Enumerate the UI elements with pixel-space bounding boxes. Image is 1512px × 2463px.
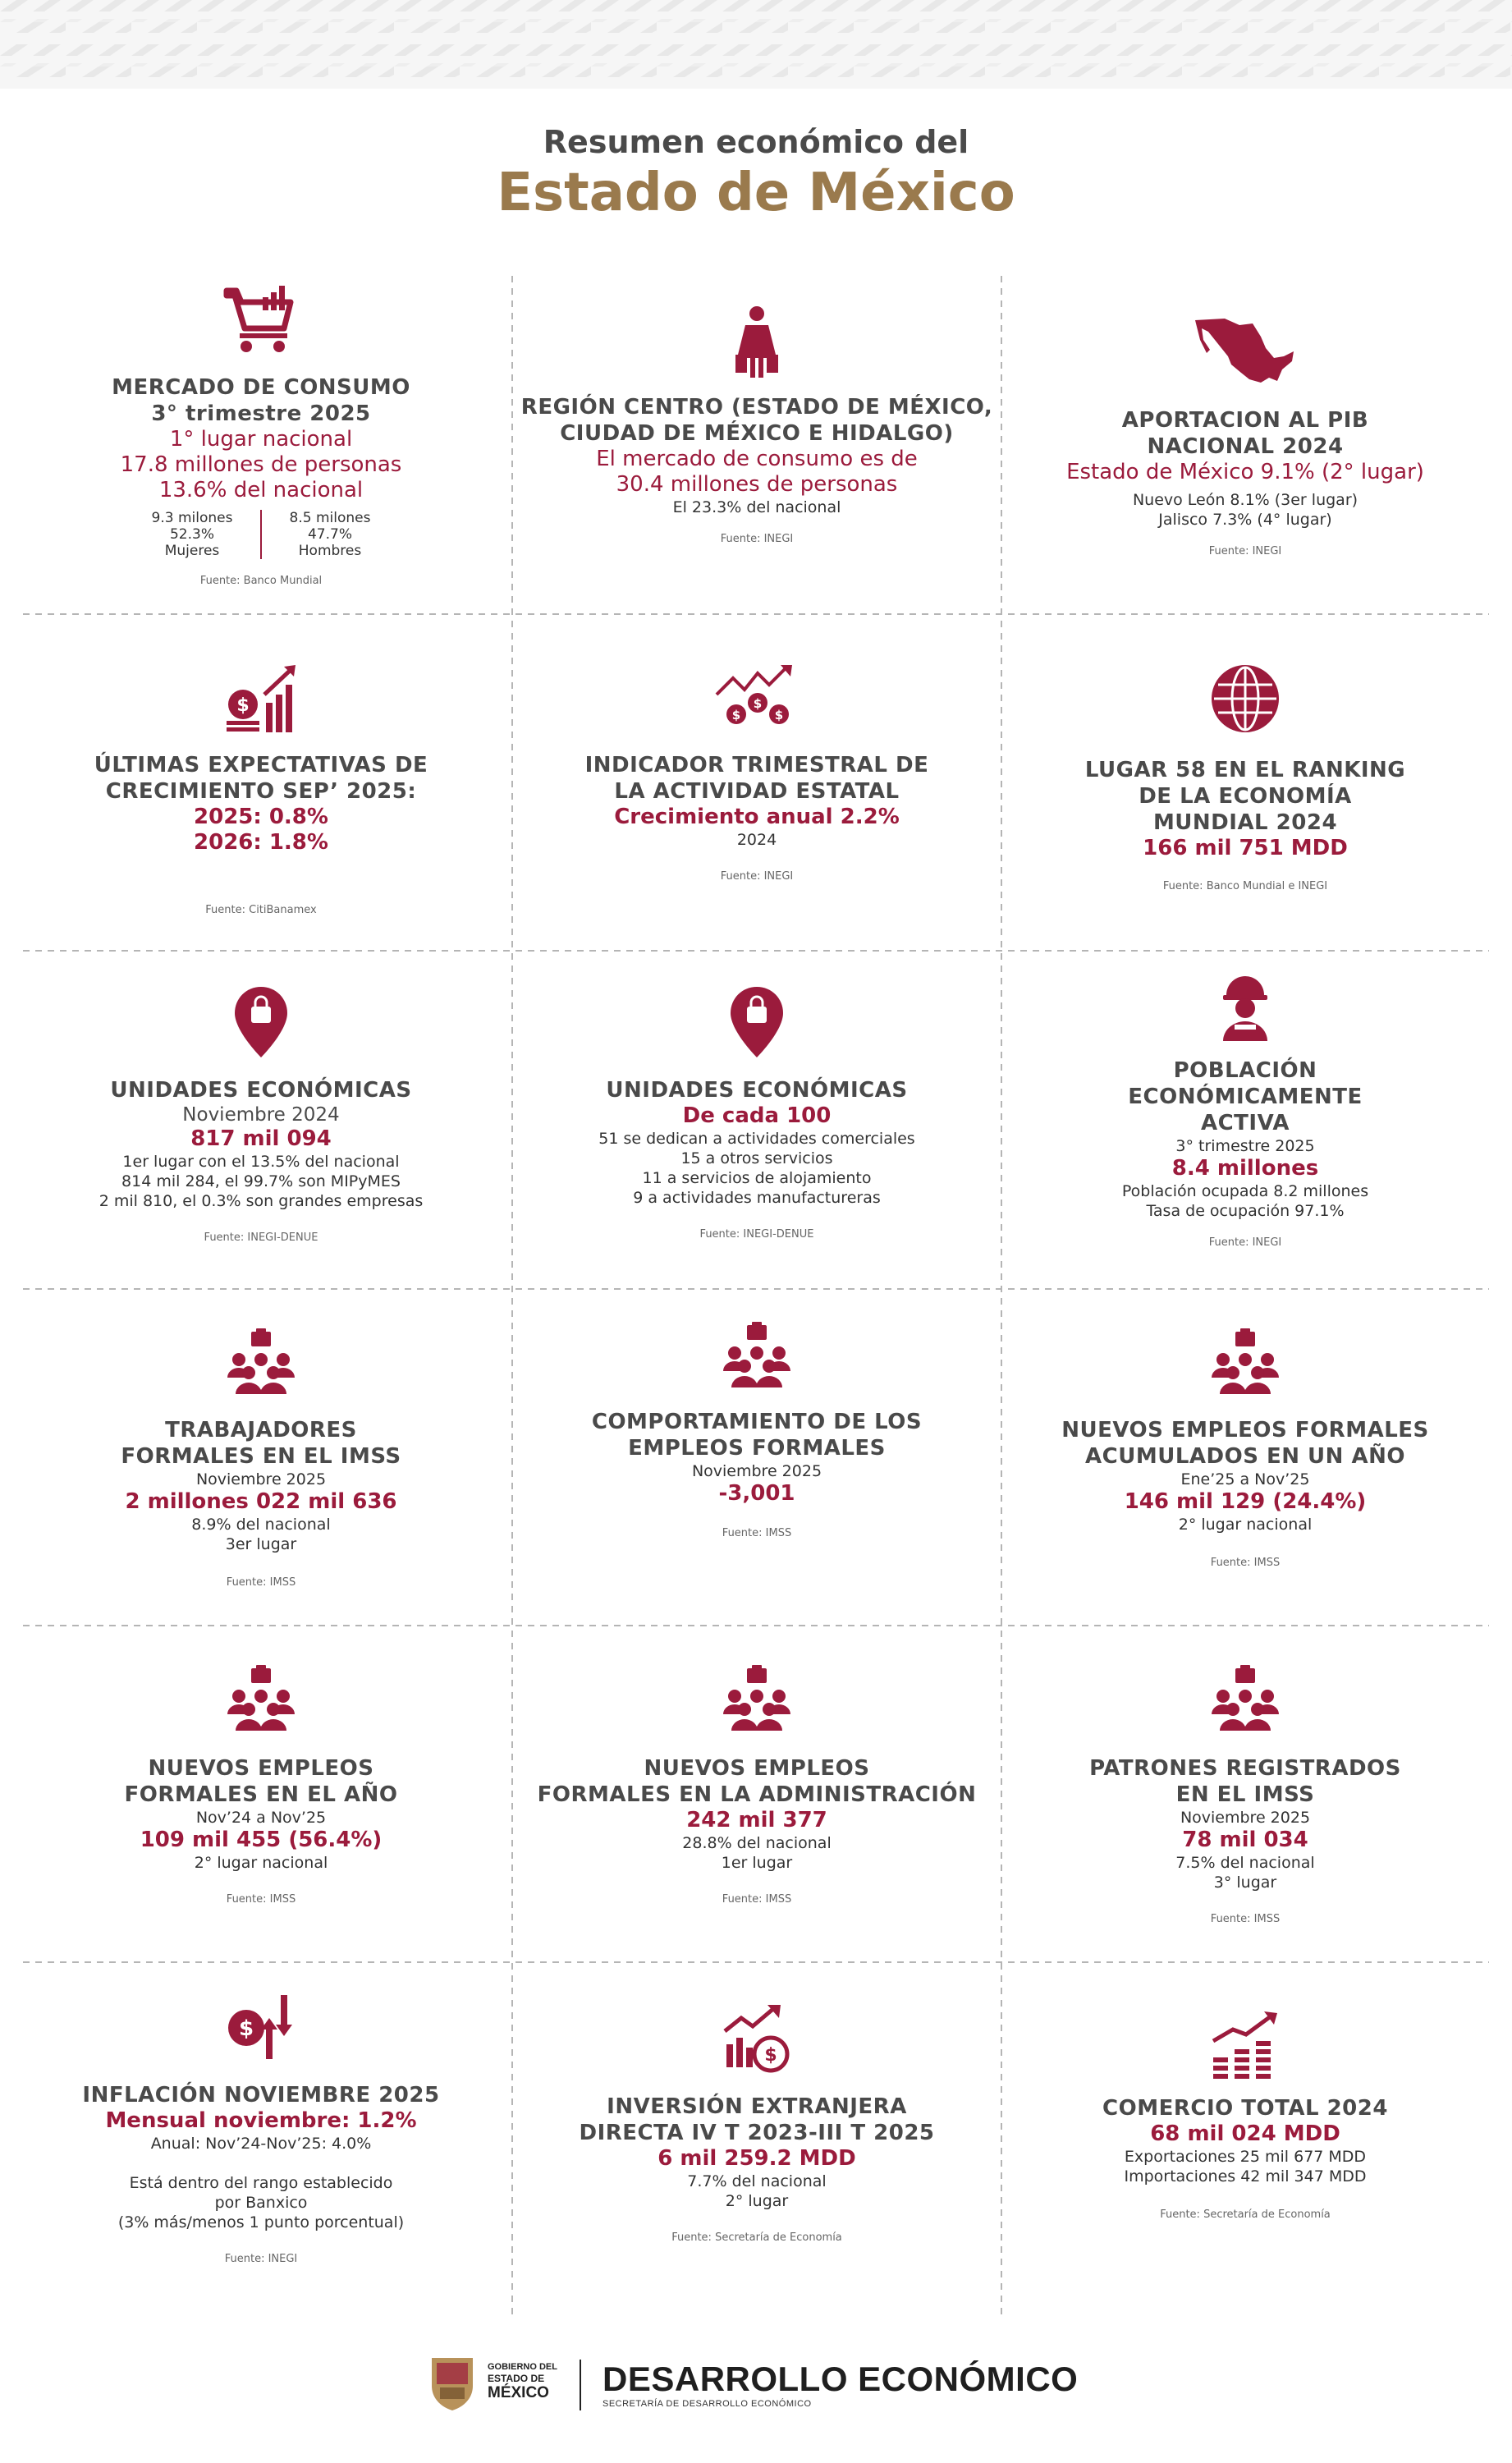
svg-text:$: $ (236, 695, 250, 716)
card-value: -3,001 (718, 1481, 795, 1506)
inflation-icon (222, 1992, 300, 2066)
card-heading: UNIDADES ECONÓMICAS (110, 1078, 412, 1103)
globe-icon (1208, 662, 1282, 736)
department-label (603, 2360, 1078, 2409)
card-value: 146 mil 129 (24.4%) (1124, 1489, 1367, 1514)
decorative-pattern (0, 0, 1512, 89)
card-value: Crecimiento anual 2.2% (614, 805, 900, 829)
card-period: Noviembre 2025 (1180, 1809, 1311, 1827)
card-comportamiento-empleos (512, 1320, 1001, 1541)
men-count: 8.5 milones (289, 510, 371, 526)
card-text-2: 3er lugar (225, 1535, 297, 1553)
card-value-2: 30.4 millones de personas (616, 472, 898, 497)
svg-text:$: $ (753, 696, 763, 711)
card-period: Noviembre 2025 (195, 1470, 327, 1488)
card-value: 78 mil 034 (1182, 1828, 1308, 1852)
card-source: Fuente: INEGI (720, 870, 794, 883)
card-text: 2° lugar nacional (1178, 1516, 1313, 1534)
card-text-2: 1er lugar (721, 1854, 793, 1872)
card-source: Fuente: Banco Mundial (199, 575, 323, 587)
card-heading: NUEVOS EMPLEOS (644, 1756, 870, 1781)
card-value: 166 mil 751 MDD (1143, 836, 1348, 860)
card-heading-2: 3° trimestre 2025 (151, 401, 371, 426)
card-heading-2: FORMALES EN LA ADMINISTRACIÓN (537, 1782, 977, 1807)
men-percent: 47.7% (307, 526, 352, 543)
card-heading: COMERCIO TOTAL 2024 (1102, 2096, 1388, 2121)
card-text-3: por Banxico (214, 2194, 308, 2212)
workers-group-icon (1208, 1327, 1282, 1396)
card-empleos-acumulados (1001, 1327, 1489, 1571)
svg-text:$: $ (238, 2016, 254, 2041)
gov-line-2: ESTADO DE (488, 2373, 545, 2384)
card-value-2: 2026: 1.8% (194, 830, 328, 855)
svg-text:$: $ (764, 2045, 777, 2066)
card-source: Fuente: IMSS (1210, 1557, 1281, 1569)
card-heading: INVERSIÓN EXTRANJERA (607, 2094, 907, 2119)
card-source: Fuente: IMSS (1210, 1913, 1281, 1925)
card-source: Fuente: INEGI (720, 533, 794, 545)
workers-group-icon (1208, 1663, 1282, 1732)
card-unidades-economicas (23, 985, 499, 1245)
card-value: 1° lugar nacional (169, 427, 353, 452)
card-heading-2: ACUMULADOS EN UN AÑO (1085, 1444, 1405, 1469)
card-heading-2: LA ACTIVIDAD ESTATAL (614, 779, 900, 804)
women-count: 9.3 milones (151, 510, 233, 526)
card-heading: INDICADOR TRIMESTRAL DE (584, 753, 929, 777)
card-value: 2 millones 022 mil 636 (125, 1489, 397, 1514)
card-source: Fuente: IMSS (226, 1576, 296, 1589)
workers-group-icon (720, 1663, 794, 1732)
card-period: Ene’25 a Nov’25 (1180, 1470, 1310, 1488)
card-value: 68 mil 024 MDD (1150, 2121, 1340, 2146)
card-text-2: Jalisco 7.3% (4° lugar) (1158, 511, 1332, 529)
card-text: 2° lugar nacional (194, 1854, 328, 1872)
card-text: 8.9% del nacional (191, 1516, 331, 1534)
card-text: 28.8% del nacional (682, 1834, 832, 1852)
card-text-2: Está dentro del rango establecido (129, 2174, 393, 2192)
card-aportacion-pib (1001, 315, 1489, 559)
card-heading-2: EMPLEOS FORMALES (628, 1436, 886, 1461)
card-trabajadores-imss (23, 1327, 499, 1590)
card-source: Fuente: IMSS (722, 1527, 792, 1539)
card-value: 242 mil 377 (686, 1808, 827, 1832)
card-text-2: 15 a otros servicios (680, 1149, 833, 1167)
card-heading: UNIDADES ECONÓMICAS (606, 1078, 908, 1103)
card-heading-2: CIUDAD DE MÉXICO E HIDALGO) (560, 421, 954, 446)
department-name: DESARROLLO ECONÓMICO (603, 2360, 1079, 2398)
card-text-2: 814 mil 284, el 99.7% son MIPyMES (121, 1172, 401, 1190)
state-coat-of-arms-icon (427, 2353, 478, 2412)
title-line-2: Estado de México (497, 163, 1015, 223)
card-source: Fuente: Secretaría de Economía (1160, 2208, 1331, 2221)
card-text-2: 3° lugar (1213, 1874, 1277, 1892)
card-empleos-administracion (512, 1663, 1001, 1907)
women-column (131, 510, 254, 559)
card-comercio-total (1001, 2008, 1489, 2222)
government-label (488, 2361, 557, 2402)
card-heading: LUGAR 58 EN EL RANKING (1084, 758, 1406, 782)
location-bag-icon (728, 985, 786, 1059)
card-heading-2: CRECIMIENTO SEP’ 2025: (105, 779, 417, 804)
card-text: Exportaciones 25 mil 677 MDD (1124, 2148, 1367, 2166)
card-heading: NUEVOS EMPLEOS (148, 1756, 374, 1781)
card-heading: NUEVOS EMPLEOS FORMALES (1061, 1418, 1429, 1442)
card-period: Noviembre 2025 (691, 1462, 822, 1480)
title-line-1: Resumen económico del (543, 124, 969, 160)
card-subheading: Noviembre 2024 (182, 1104, 340, 1126)
card-ranking-mundial (1001, 662, 1489, 894)
card-heading-2: NACIONAL 2024 (1147, 434, 1344, 459)
card-inflacion (23, 1992, 499, 2267)
card-text: 2024 (736, 831, 777, 849)
growth-chart-icon (220, 662, 302, 736)
card-heading-2: EN EL IMSS (1175, 1782, 1315, 1807)
card-value: 109 mil 455 (56.4%) (140, 1828, 383, 1852)
card-text: El 23.3% del nacional (672, 498, 841, 516)
card-text: Población ocupada 8.2 millones (1121, 1182, 1369, 1200)
shopping-cart-icon (222, 279, 300, 358)
men-label: Hombres (298, 543, 362, 559)
card-text: 51 se dedican a actividades comerciales (598, 1130, 915, 1148)
card-value: 8.4 millones (1171, 1156, 1319, 1181)
card-text-3: 11 a servicios de alojamiento (642, 1169, 872, 1187)
card-source: Fuente: IMSS (226, 1893, 296, 1906)
card-source: Fuente: INEGI (1208, 1236, 1282, 1249)
money-trend-icon (712, 662, 802, 736)
card-heading: APORTACION AL PIB (1121, 408, 1369, 433)
card-heading: INFLACIÓN NOVIEMBRE 2025 (82, 2083, 440, 2108)
workers-group-icon (720, 1320, 794, 1389)
card-value: 2025: 0.8% (194, 805, 328, 829)
card-text-4: (3% más/menos 1 punto porcentual) (117, 2213, 405, 2231)
men-column (268, 510, 392, 559)
card-source: Fuente: INEGI (224, 2253, 298, 2265)
gov-line-3: MÉXICO (488, 2384, 549, 2401)
card-region-centro (512, 304, 1001, 547)
footer-divider (580, 2360, 581, 2410)
svg-text:$: $ (774, 708, 784, 722)
shopping-people-icon (724, 304, 790, 383)
card-text: Anual: Nov’24-Nov’25: 4.0% (150, 2135, 372, 2153)
card-heading: ÚLTIMAS EXPECTATIVAS DE (94, 753, 428, 777)
card-heading: REGIÓN CENTRO (ESTADO DE MÉXICO, (520, 395, 993, 420)
card-text-4: 9 a actividades manufactureras (633, 1189, 881, 1207)
card-value: 6 mil 259.2 MDD (657, 2146, 856, 2171)
card-heading-2: DIRECTA IV T 2023-III T 2025 (579, 2121, 935, 2145)
department-subtitle: SECRETARÍA DE DESARROLLO ECONÓMICO (603, 2399, 812, 2409)
card-heading: COMPORTAMIENTO DE LOS (591, 1410, 923, 1434)
card-value: De cada 100 (682, 1103, 832, 1128)
card-text: Nuevo León 8.1% (3er lugar) (1132, 491, 1359, 509)
card-inversion-extranjera (512, 2002, 1001, 2245)
card-source: Fuente: Secretaría de Economía (671, 2231, 842, 2244)
location-bag-icon (232, 985, 290, 1059)
card-source: Fuente: IMSS (722, 1893, 792, 1906)
card-text: 7.7% del nacional (687, 2172, 827, 2190)
card-heading: MERCADO DE CONSUMO (112, 375, 410, 400)
card-source: Fuente: INEGI-DENUE (699, 1228, 814, 1241)
card-heading-3: MUNDIAL 2024 (1152, 810, 1338, 835)
card-heading: TRABAJADORES (165, 1418, 357, 1442)
women-percent: 52.3% (169, 526, 214, 543)
card-heading-2: FORMALES EN EL AÑO (124, 1782, 398, 1807)
investment-icon (720, 2002, 794, 2075)
card-poblacion-activa (1001, 974, 1489, 1250)
gov-line-1: GOBIERNO DEL (488, 2362, 557, 2372)
footer (0, 2348, 1512, 2422)
card-expectativas (23, 662, 499, 918)
card-mercado-consumo (23, 279, 499, 589)
card-text: 7.5% del nacional (1175, 1854, 1315, 1872)
worker-icon (1216, 974, 1274, 1044)
workers-group-icon (224, 1327, 298, 1396)
card-text-2: 2° lugar (725, 2192, 789, 2210)
card-patrones-imss (1001, 1663, 1489, 1927)
divider (260, 510, 262, 559)
card-source: Fuente: INEGI-DENUE (204, 1232, 318, 1244)
svg-text:$: $ (731, 708, 741, 722)
card-source: Fuente: Banco Mundial e INEGI (1162, 880, 1328, 892)
card-value-3: 13.6% del nacional (158, 478, 364, 502)
page-title (0, 123, 1512, 225)
card-value: El mercado de consumo es de (596, 447, 918, 471)
card-empleos-ano (23, 1663, 499, 1907)
card-value: 817 mil 094 (190, 1126, 332, 1151)
trade-chart-icon (1208, 2008, 1282, 2079)
card-heading: POBLACIÓN (1173, 1058, 1317, 1083)
card-period: 3° trimestre 2025 (1175, 1137, 1315, 1155)
card-heading: PATRONES REGISTRADOS (1089, 1756, 1401, 1781)
card-value-2: 17.8 millones de personas (120, 452, 402, 477)
card-source: Fuente: INEGI (1208, 545, 1282, 557)
mexico-map-icon (1192, 315, 1299, 389)
card-heading-3: ACTIVA (1200, 1111, 1290, 1135)
card-text-3: 2 mil 810, el 0.3% son grandes empresas (99, 1192, 424, 1210)
gender-breakdown (30, 510, 493, 559)
card-text-2: Tasa de ocupación 97.1% (1146, 1202, 1345, 1220)
card-text-2: Importaciones 42 mil 347 MDD (1124, 2167, 1367, 2186)
card-unidades-por-actividad (512, 985, 1001, 1242)
card-source: Fuente: CitiBanamex (205, 904, 317, 916)
card-period: Nov’24 a Nov’25 (195, 1809, 327, 1827)
card-heading-2: DE LA ECONOMÍA (1139, 784, 1352, 809)
card-heading-2: FORMALES EN EL IMSS (121, 1444, 401, 1469)
workers-group-icon (224, 1663, 298, 1732)
card-heading-2: ECONÓMICAMENTE (1128, 1085, 1363, 1109)
card-value: Mensual noviembre: 1.2% (105, 2108, 417, 2133)
card-text: 1er lugar con el 13.5% del nacional (122, 1153, 400, 1171)
card-value: Estado de México 9.1% (2° lugar) (1066, 460, 1424, 484)
card-indicador-trimestral (512, 662, 1001, 884)
women-label: Mujeres (164, 543, 220, 559)
